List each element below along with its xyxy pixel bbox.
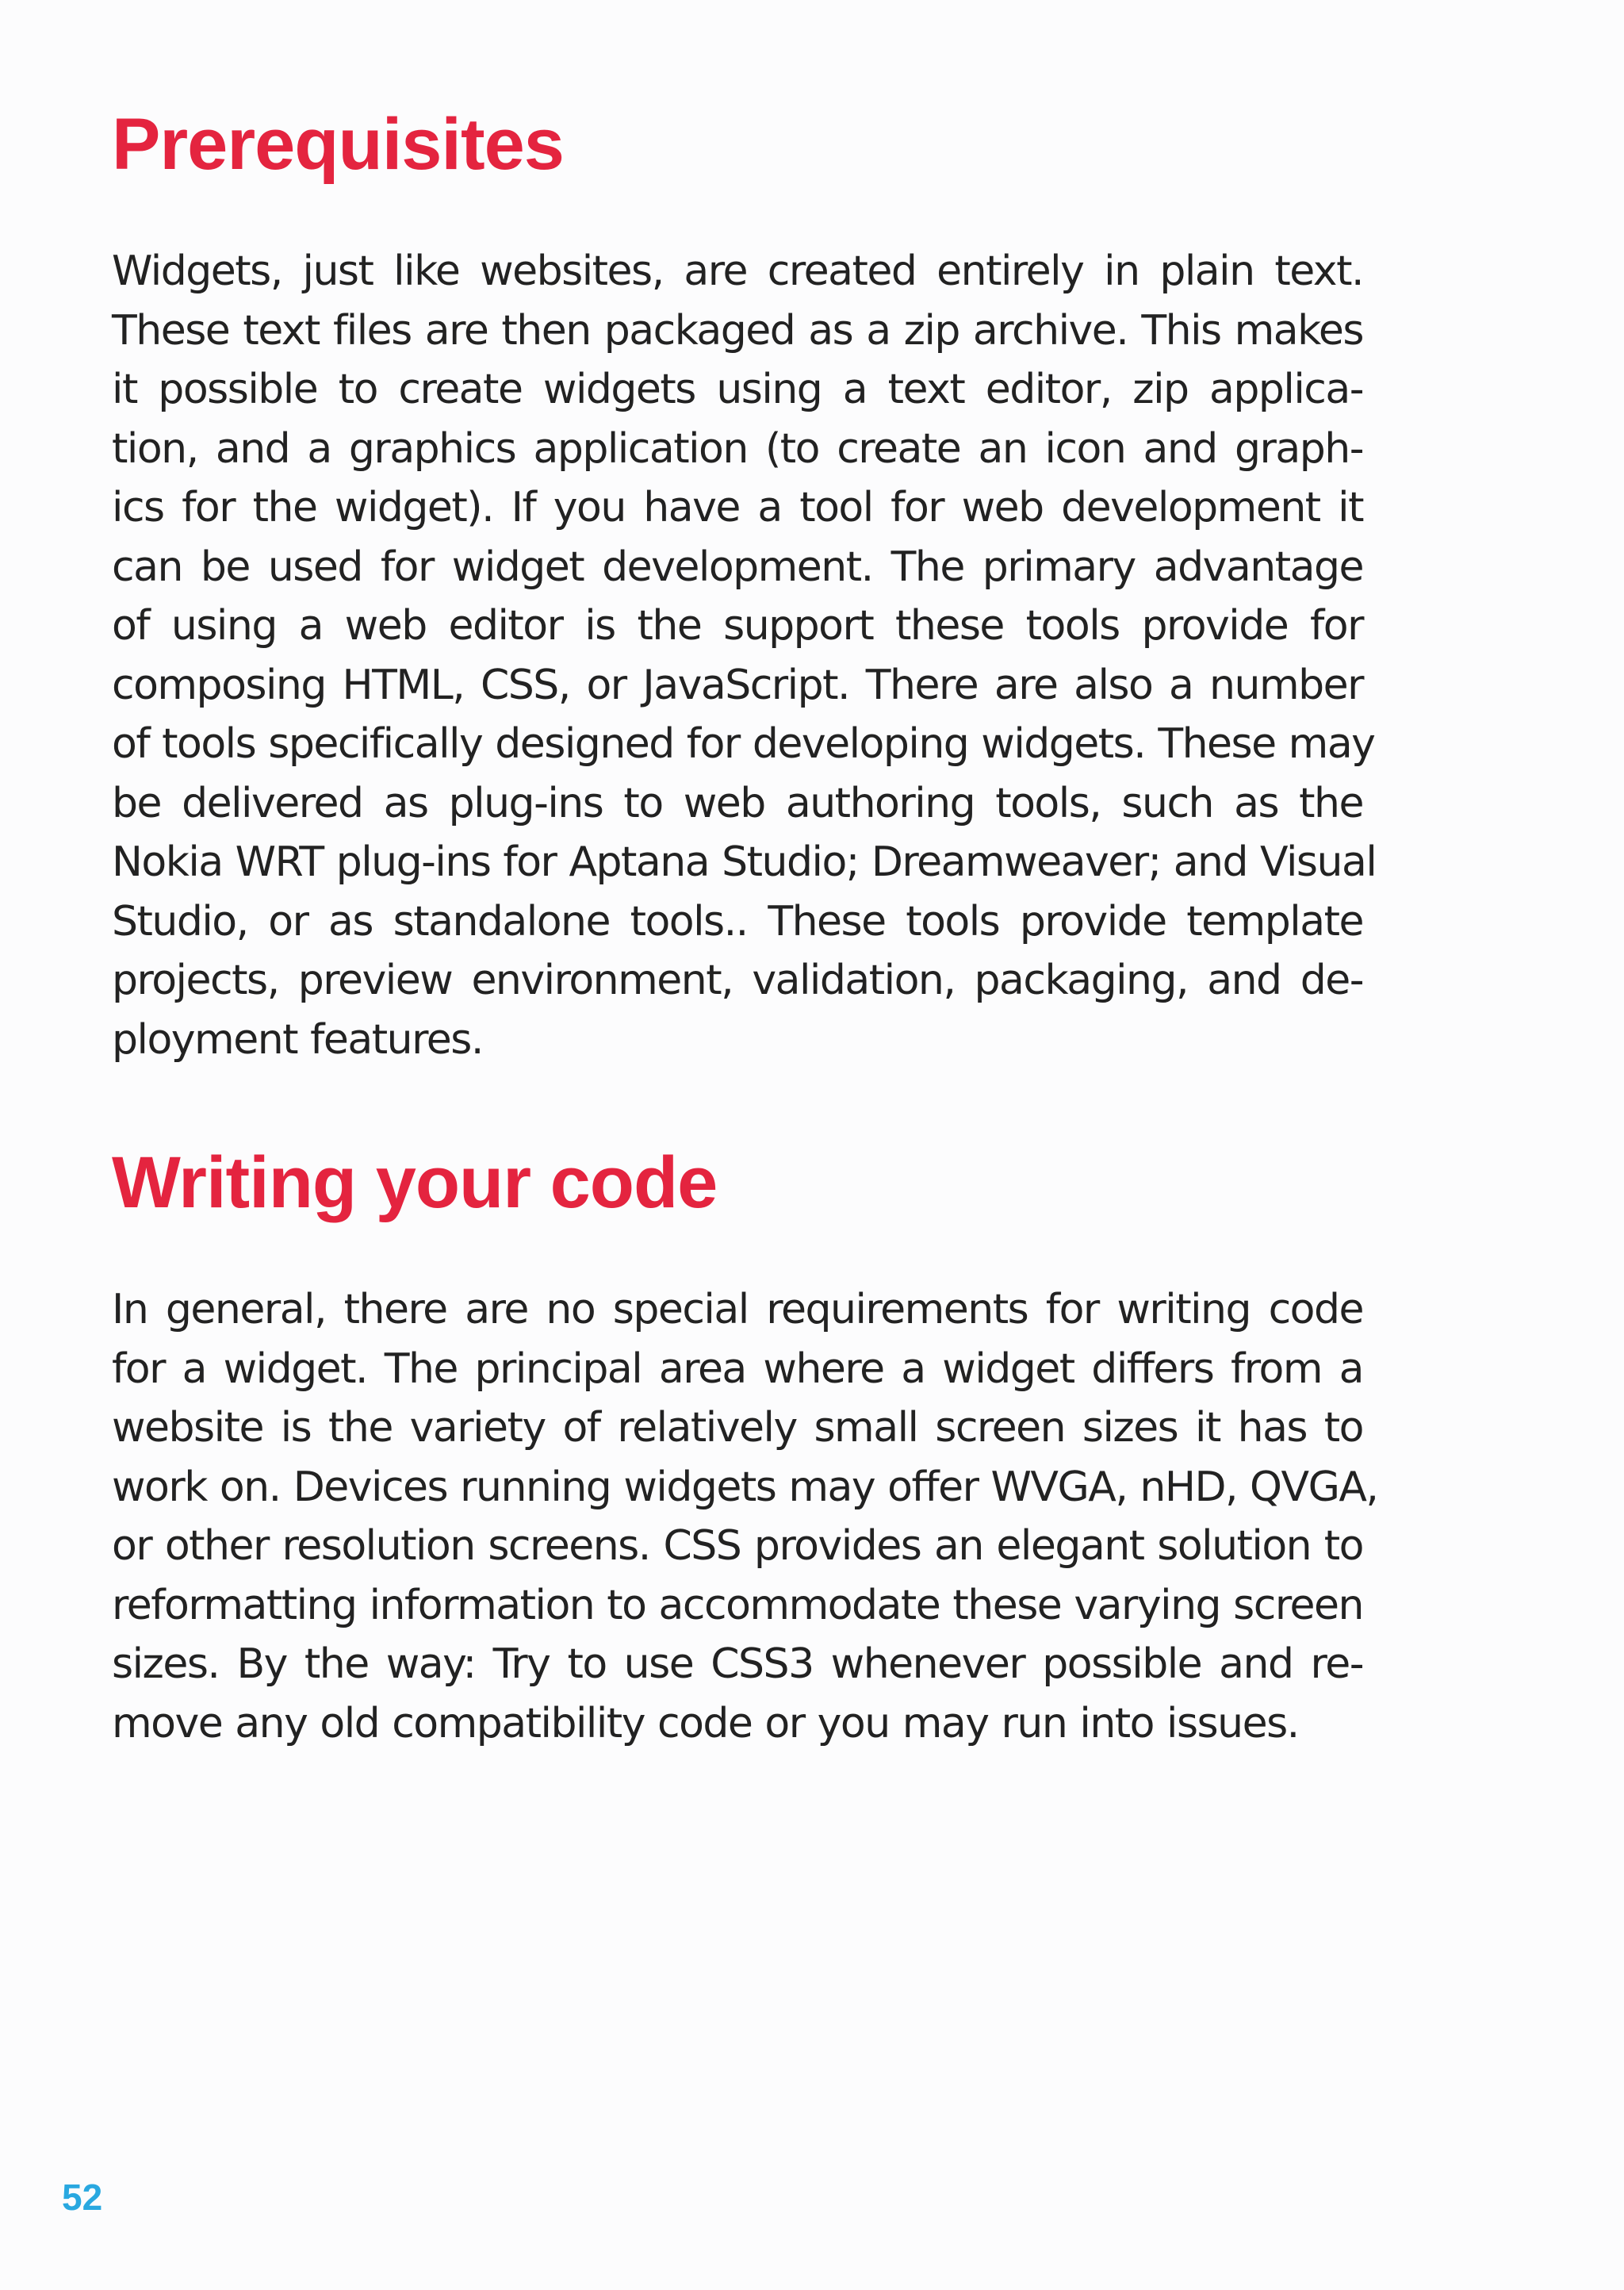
paragraph-line: Studio, or as standalone tools.. These tools provide template (112, 897, 1363, 946)
paragraph-line: be delivered as plug-ins to web authoring tools, such as the (112, 779, 1363, 827)
paragraph-line: or other resolution screens. CSS provides an elegant solution to (112, 1522, 1363, 1570)
section-heading-writing-your-code: Writing your code (112, 1142, 718, 1223)
paragraph-writing-your-code (112, 1280, 1378, 1753)
paragraph-line: of using a web editor is the support these tools provide for (112, 602, 1363, 650)
paragraph-line: projects, preview environment, validation, packaging, and de- (112, 957, 1363, 1004)
paragraph-line: website is the variety of relatively small screen sizes it has to (112, 1404, 1363, 1452)
paragraph-line: composing HTML, CSS, or JavaScript. There are also a number (112, 661, 1363, 709)
paragraph-line: reformatting information to accommodate these varying screen (112, 1581, 1363, 1629)
paragraph-line: for a widget. The principal area where a widget differs from a (112, 1344, 1363, 1393)
paragraph-line: move any old compatibility code or you may run into issues. (112, 1699, 1299, 1747)
paragraph-line: tion, and a graphics application (to create an icon and graph- (112, 424, 1363, 473)
paragraph-line: Nokia WRT plug-ins for Aptana Studio; Dreamweaver; and Visual (112, 838, 1377, 886)
paragraph-line: sizes. By the way: Try to use CSS3 whenever possible and re- (112, 1640, 1363, 1688)
paragraph-prerequisites (112, 242, 1377, 1069)
page-number: 52 (62, 2177, 103, 2218)
paragraph-line: These text files are then packaged as a zip archive. This makes (112, 306, 1363, 355)
paragraph-line: ics for the widget). If you have a tool for web development it (112, 484, 1363, 531)
paragraph-line: of tools specifically designed for developing widgets. These may (112, 720, 1375, 768)
paragraph-line: work on. Devices running widgets may offer WVGA, nHD, QVGA, (112, 1463, 1378, 1511)
paragraph-line: can be used for widget development. The primary advantage (112, 543, 1363, 591)
paragraph-line: In general, there are no special requirements for writing code (112, 1286, 1363, 1333)
paragraph-line: ployment features. (112, 1015, 483, 1064)
paragraph-line: Widgets, just like websites, are created entirely in plain text. (112, 247, 1363, 295)
section-heading-prerequisites: Prerequisites (112, 104, 564, 185)
paragraph-line: it possible to create widgets using a text editor, zip applica- (112, 366, 1363, 413)
